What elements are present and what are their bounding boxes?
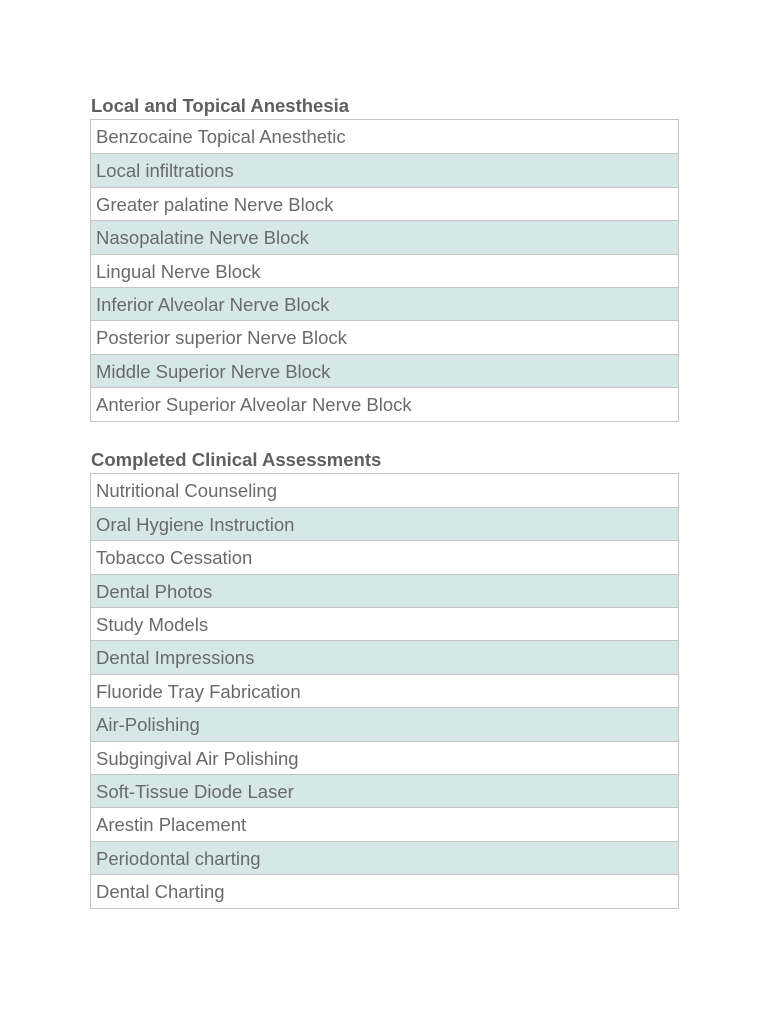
table-row: Dental Photos <box>91 574 678 607</box>
table-row: Tobacco Cessation <box>91 540 678 573</box>
section-spacer <box>90 422 679 446</box>
assessments-table <box>90 473 679 909</box>
section-title-assessments: Completed Clinical Assessments <box>91 448 382 470</box>
table-row: Benzocaine Topical Anesthetic <box>96 126 346 147</box>
table-row: Inferior Alveolar Nerve Block <box>91 287 678 320</box>
table-row: Nasopalatine Nerve Block <box>91 220 678 253</box>
table-row: Lingual Nerve Block <box>91 254 678 287</box>
section-title-anesthesia: Local and Topical Anesthesia <box>91 95 350 116</box>
table-row: Dental Impressions <box>91 640 678 673</box>
table-row: Study Models <box>91 607 678 640</box>
table-row: Air-Polishing <box>91 707 678 740</box>
document-page <box>90 92 679 909</box>
table-row: Fluoride Tray Fabrication <box>91 674 678 707</box>
table-row: Dental Charting <box>91 874 678 907</box>
table-row: Greater palatine Nerve Block <box>91 187 678 220</box>
table-row: Posterior superior Nerve Block <box>91 320 678 353</box>
table-row: Nutritional Counseling <box>96 479 277 501</box>
table-row: Periodontal charting <box>91 841 678 874</box>
table-row: Anterior Superior Alveolar Nerve Block <box>91 387 678 420</box>
table-row: Soft-Tissue Diode Laser <box>91 774 678 807</box>
table-row: Oral Hygiene Instruction <box>91 507 678 540</box>
table-row: Arestin Placement <box>91 807 678 840</box>
table-row: Subgingival Air Polishing <box>91 741 678 774</box>
anesthesia-table <box>90 119 679 422</box>
table-row: Middle Superior Nerve Block <box>91 354 678 387</box>
table-row: Local infiltrations <box>91 153 678 186</box>
